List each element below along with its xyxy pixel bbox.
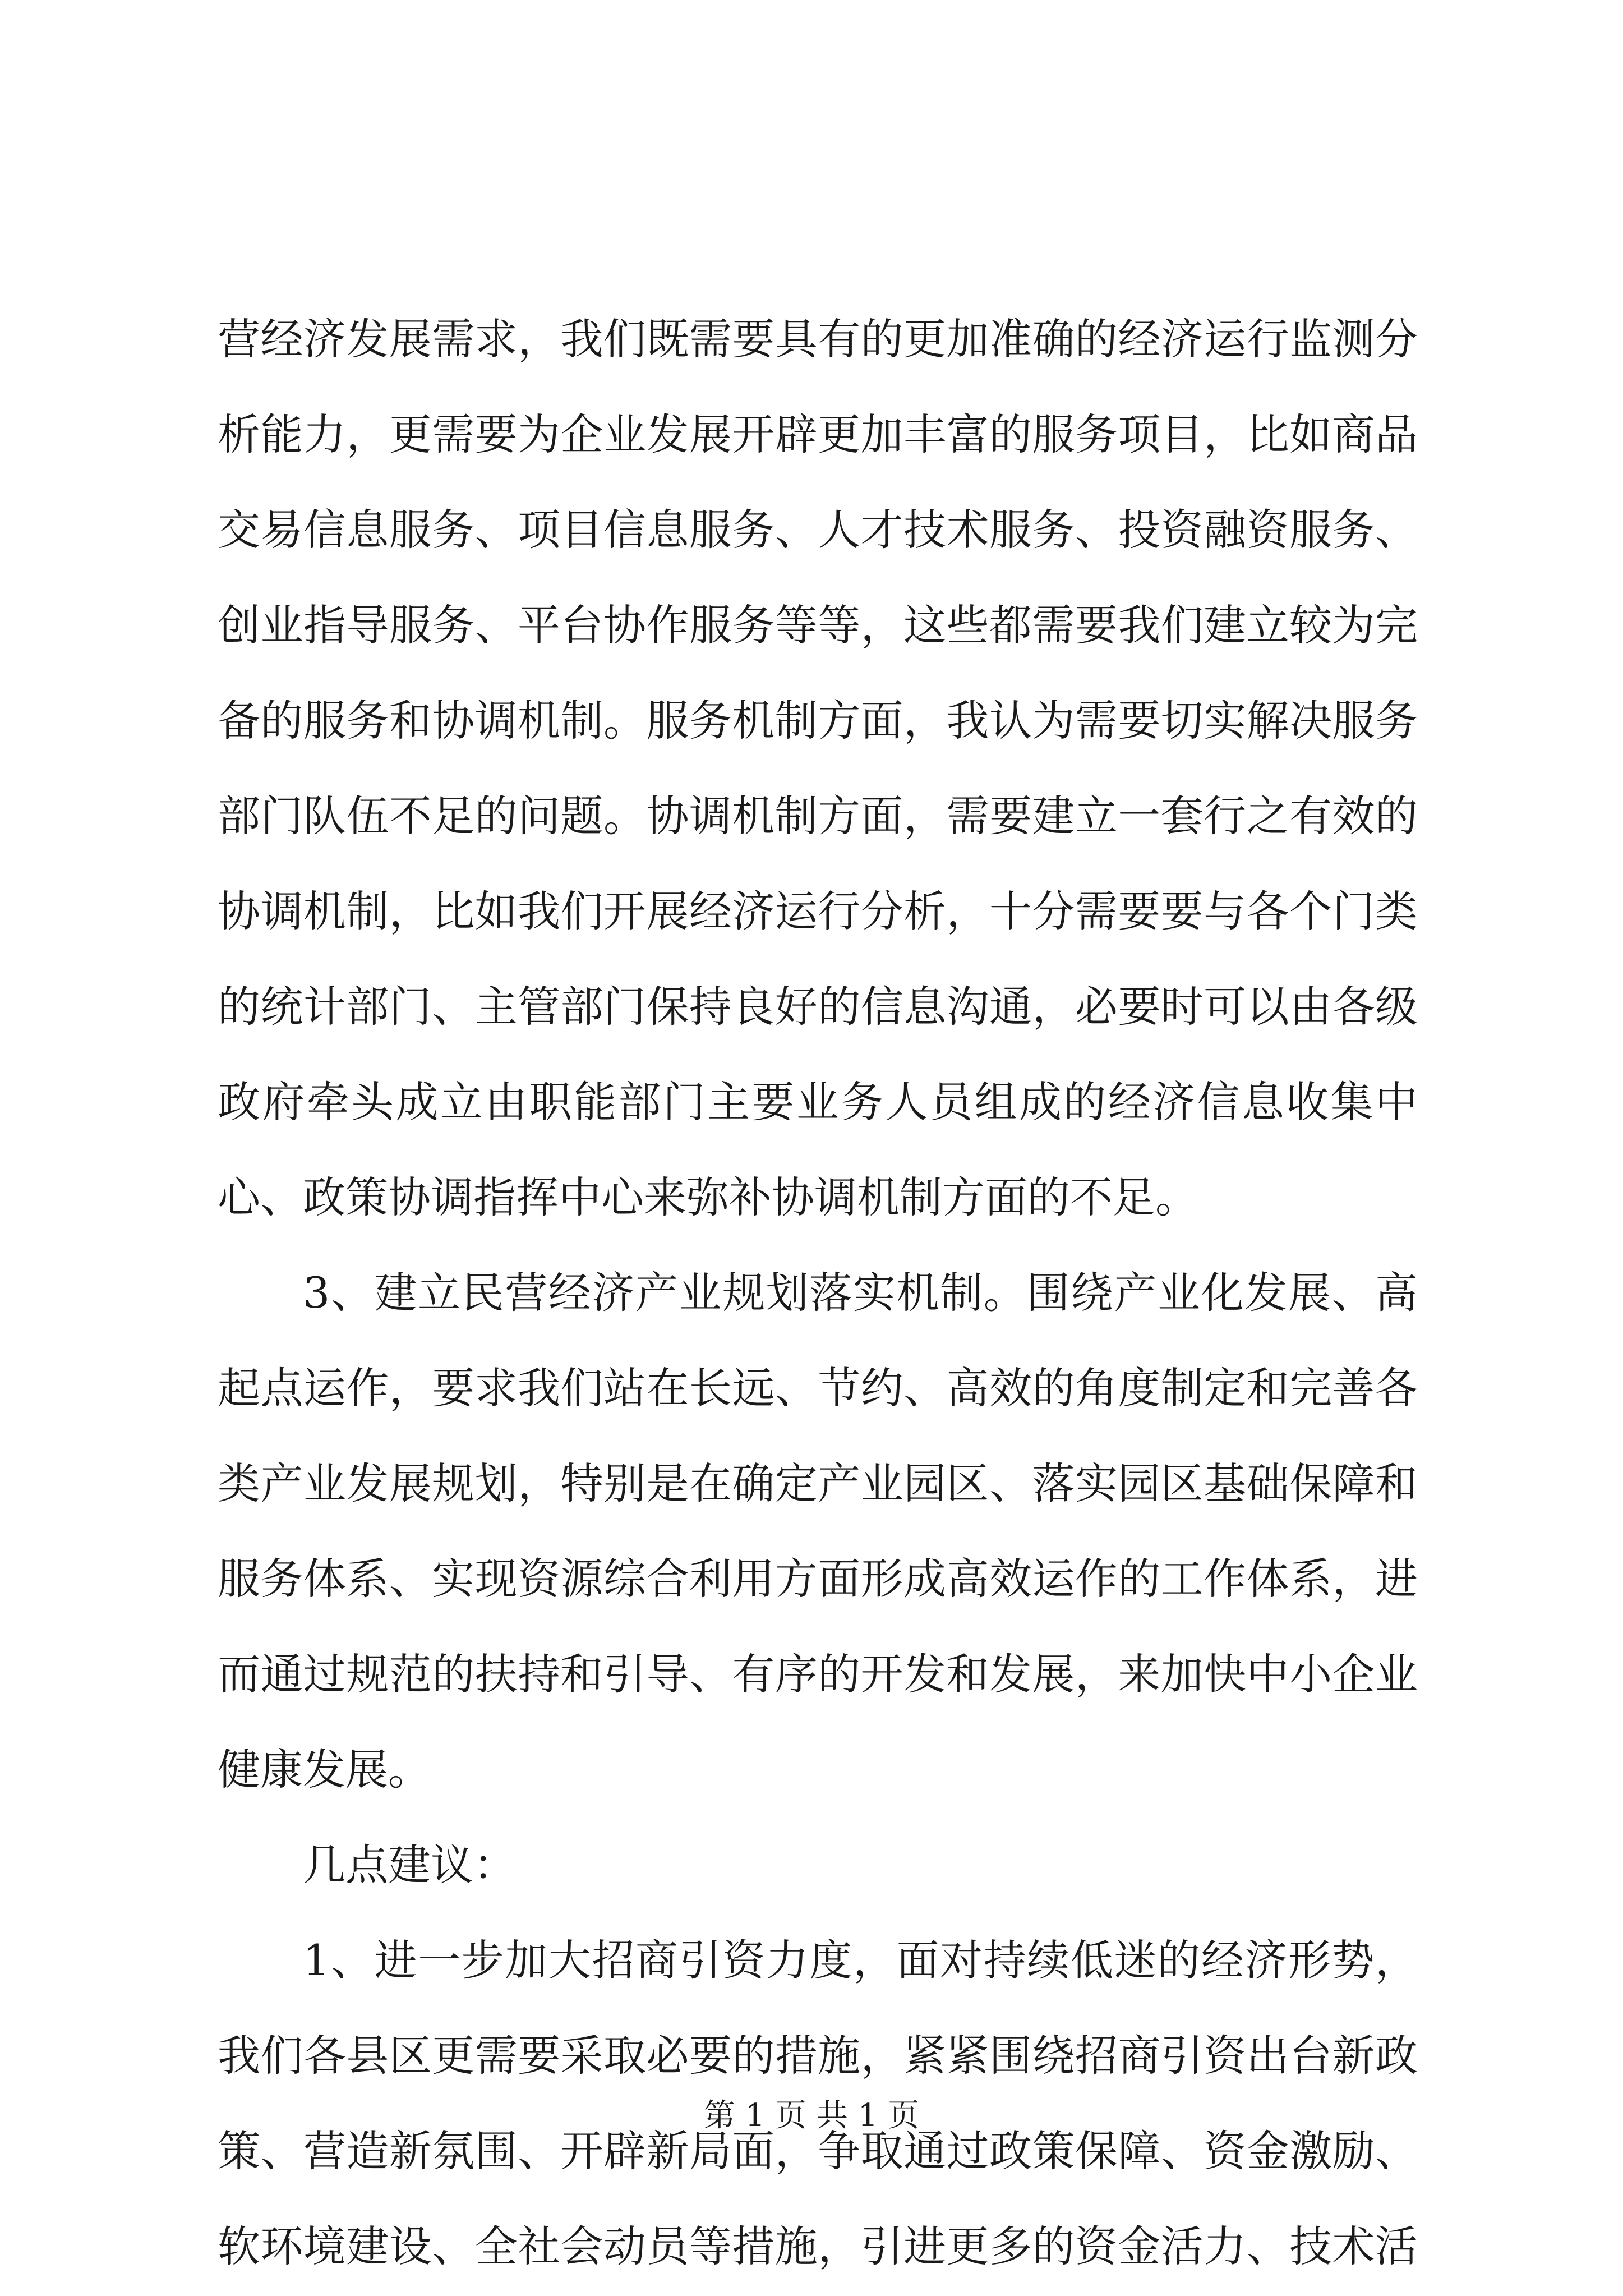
text-line: 析能力，更需要为企业发展开辟更加丰富的服务项目，比如商品: [218, 409, 1418, 459]
text-line: 创业指导服务、平台协作服务等等，这些都需要我们建立较为完: [218, 600, 1418, 650]
text-line: 交易信息服务、项目信息服务、人才技术服务、投资融资服务、: [218, 505, 1418, 555]
text-line: 3、建立民营经济产业规划落实机制。围绕产业化发展、高: [303, 1268, 1418, 1318]
text-line: 营经济发展需求，我们既需要具有的更加准确的经济运行监测分: [218, 314, 1418, 364]
section-heading: 几点建议：: [303, 1840, 516, 1890]
text-line: 软环境建设、全社会动员等措施，引进更多的资金活力、技术活: [218, 2221, 1418, 2271]
text-line: 健康发展。: [218, 1745, 431, 1795]
text-line: 1、进一步加大招商引资力度，面对持续低迷的经济形势，: [303, 1935, 1418, 1985]
text-line: 服务体系、实现资源综合利用方面形成高效运作的工作体系，进: [218, 1554, 1418, 1604]
page-number-footer: 第 1 页 共 1 页: [703, 2097, 920, 2134]
text-line: 政府牵头成立由职能部门主要业务人员组成的经济信息收集中: [218, 1077, 1418, 1127]
text-line: 我们各县区更需要采取必要的措施，紧紧围绕招商引资出台新政: [218, 2031, 1418, 2081]
text-line: 备的服务和协调机制。服务机制方面，我认为需要切实解决服务: [218, 696, 1418, 746]
text-line: 部门队伍不足的问题。协调机制方面，需要建立一套行之有效的: [218, 791, 1418, 841]
document-body: [218, 292, 1418, 2294]
text-line: 的统计部门、主管部门保持良好的信息沟通，必要时可以由各级: [218, 982, 1418, 1032]
text-line: 类产业发展规划，特别是在确定产业园区、落实园区基础保障和: [218, 1458, 1418, 1508]
text-line: 心、政策协调指挥中心来弥补协调机制方面的不足。: [218, 1172, 1198, 1222]
text-line: 策、营造新氛围、开辟新局面，争取通过政策保障、资金激励、: [218, 2126, 1418, 2176]
text-line: 而通过规范的扶持和引导、有序的开发和发展，来加快中小企业: [218, 1649, 1418, 1699]
text-line: 协调机制，比如我们开展经济运行分析，十分需要要与各个门类: [218, 886, 1418, 936]
text-line: 起点运作，要求我们站在长远、节约、高效的角度制定和完善各: [218, 1363, 1418, 1413]
